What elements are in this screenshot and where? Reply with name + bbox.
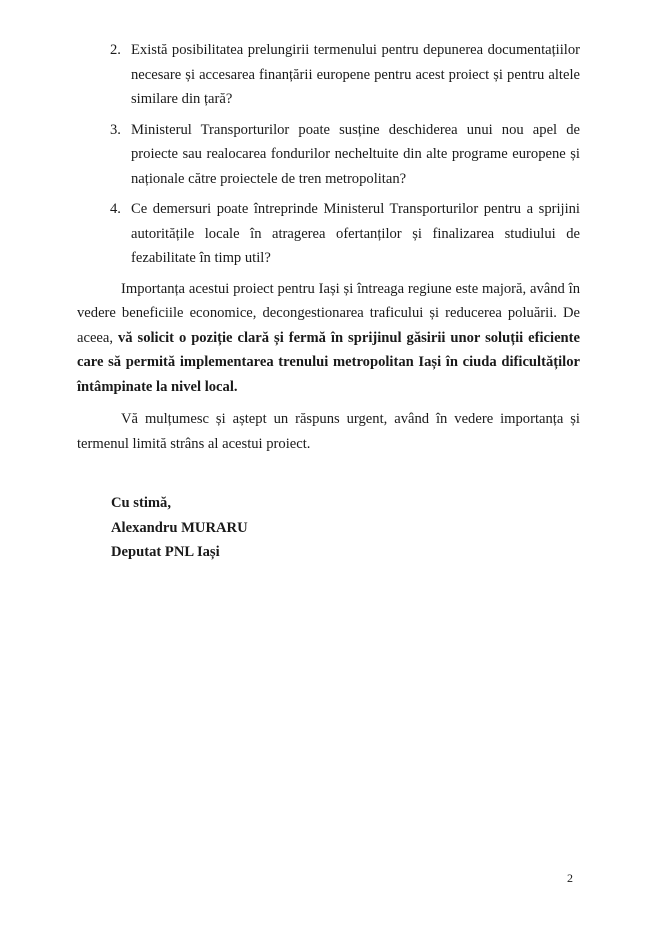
signer-title: Deputat PNL Iași bbox=[111, 544, 220, 560]
page-number: 2 bbox=[567, 871, 573, 885]
importance-text: Importanța acestui proiect pentru Iași și întreaga regiune este majoră, având în vedere beneficiile economice, decongestionarea traficului și reducerea poluării. De aceea, bbox=[77, 280, 580, 346]
question-number: 2. bbox=[110, 42, 121, 58]
salutation: Cu stimă, bbox=[111, 495, 171, 511]
question-text: Ministerul Transporturilor poate susține deschiderea unui nou apel de proiecte sau realocarea fondurilor necheltuite din alte programe europene și naționale către proiectele de tren metropolitan? bbox=[131, 121, 580, 187]
question-item bbox=[77, 197, 580, 271]
question-number: 3. bbox=[110, 121, 121, 138]
question-text: Ce demersuri poate întreprinde Ministerul Transporturilor pentru a sprijini autoritățile locale în atragerea ofertanților și finalizarea studiului de fezabilitate în timp util? bbox=[131, 201, 580, 266]
request-text: vă solicit o poziție clară și fermă în sprijinul găsirii unor soluții eficiente care să permită implementarea trenului metropolitan Iași în ciuda dificultăților întâmpinate la nivel local. bbox=[77, 329, 580, 395]
question-item bbox=[77, 118, 580, 192]
question-text: Există posibilitatea prelungirii termenului pentru depunerea documentațiilor necesare și accesarea finanțării europene pentru acest proiect și pentru altele similare din țară? bbox=[131, 42, 580, 107]
document-body bbox=[77, 38, 580, 565]
question-number: 4. bbox=[110, 201, 121, 217]
signature-block bbox=[77, 491, 580, 565]
question-item bbox=[77, 38, 580, 112]
closing-paragraph: Vă mulțumesc și aștept un răspuns urgent, având în vedere importanța și termenul limită strâns al acestui proiect. bbox=[77, 411, 580, 452]
importance-paragraph bbox=[77, 277, 580, 400]
signer-name: Alexandru MURARU bbox=[111, 519, 248, 536]
